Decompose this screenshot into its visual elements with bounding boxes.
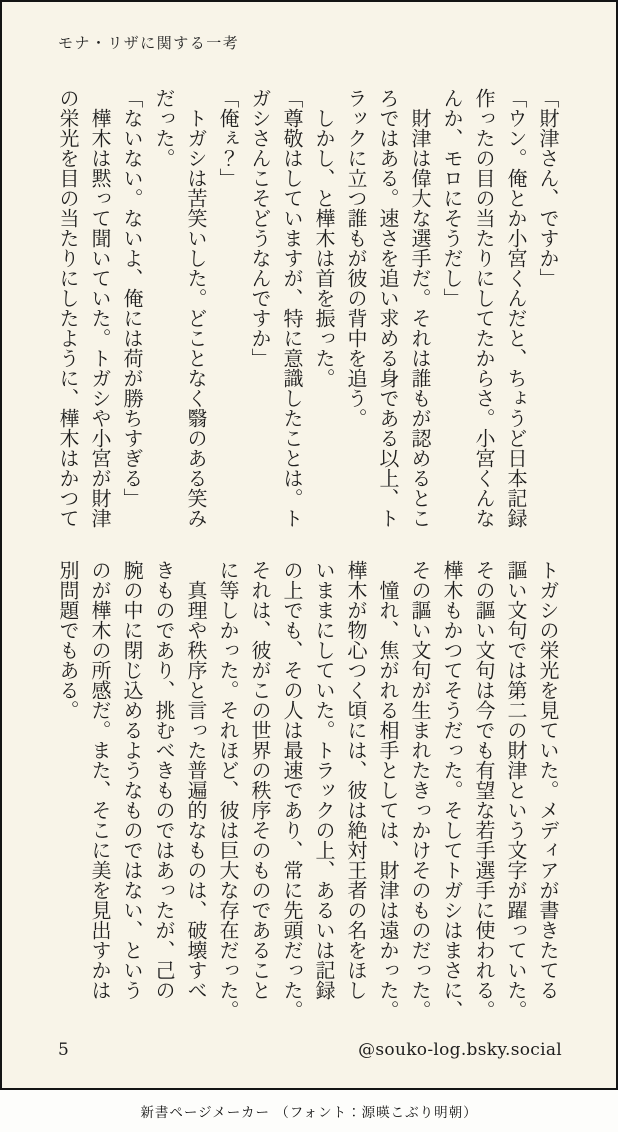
- text-column: だった。: [152, 88, 176, 168]
- text-column: 憧れ、焦がれる相手としては、財津は遠かった。: [376, 560, 400, 1020]
- text-column: トガシの栄光を見ていた。メディアが書きたてる: [536, 560, 560, 1000]
- text-column: トガシは苦笑いした。どことなく翳のある笑み: [184, 88, 208, 528]
- text-column: きものであり、挑むべきものではあったが、己の: [152, 560, 176, 1000]
- text-block-lower: [50, 560, 564, 1020]
- text-column: 作ったの目の当たりにしてたからさ。小宮くんな: [472, 88, 496, 528]
- page-number: 5: [58, 1040, 69, 1060]
- text-column: 謳い文句では第二の財津という文字が躍っていた。: [504, 560, 528, 1020]
- text-block-upper: [50, 88, 564, 530]
- text-column: 財津は偉大な選手だ。それは誰もが認めるとこ: [408, 88, 432, 528]
- text-column: 真理や秩序と言った普遍的なものは、破壊すべ: [184, 560, 208, 1000]
- text-column: その謳い文句が生まれたきっかけそのものだった。: [408, 560, 432, 1020]
- text-column: ろではある。速さを追い求める身である以上、ト: [376, 88, 400, 528]
- text-column: 樺木もかつてそうだった。そしてトガシはまさに、: [440, 560, 464, 1020]
- text-column: 「尊敬はしていますが、特に意識したことは。ト: [280, 88, 304, 528]
- text-column: 「財津さん、ですか」: [536, 88, 560, 288]
- text-column: に等しかった。それほど、彼は巨大な存在だった。: [216, 560, 240, 1020]
- generator-caption: 新書ページメーカー （フォント：源暎こぶり明朝）: [0, 1090, 618, 1132]
- text-column: 「ないない。ないよ、俺には荷が勝ちすぎる」: [120, 88, 144, 508]
- text-column: んか、モロにそうだし」: [440, 88, 464, 308]
- text-column: 別問題でもある。: [56, 560, 80, 720]
- text-column: 腕の中に閉じ込めるようなものではない、という: [120, 560, 144, 1000]
- text-column: ラックに立つ誰もが彼の背中を追う。: [344, 88, 368, 428]
- text-column: のが樺木の所感だ。また、そこに美を見出すかは: [88, 560, 112, 1000]
- text-column: いままにしていた。トラックの上、あるいは記録: [312, 560, 336, 1000]
- text-column: 樺木は黙って聞いていた。トガシや小宮が財津: [88, 88, 112, 528]
- text-column: 樺木が物心つく頃には、彼は絶対王者の名をほし: [344, 560, 368, 1000]
- text-column: ガシさんこそどうなんですか」: [248, 88, 272, 368]
- author-handle: @souko-log.bsky.social: [358, 1040, 562, 1060]
- text-column: 「俺ぇ？」: [216, 88, 240, 188]
- text-column: 「ウン。俺とか小宮くんだと、ちょうど日本記録: [504, 88, 528, 528]
- text-column: の栄光を目の当たりにしたように、樺木はかつて: [56, 88, 80, 528]
- text-column: それは、彼がこの世界の秩序そのものであること: [248, 560, 272, 1000]
- running-head-title: モナ・リザに関する一考: [58, 34, 240, 52]
- text-column: その謳い文句は今でも有望な若手選手に使われる。: [472, 560, 496, 1020]
- text-column: しかし、と樺木は首を振った。: [312, 88, 336, 388]
- text-column: の上でも、その人は最速であり、常に先頭だった。: [280, 560, 304, 1020]
